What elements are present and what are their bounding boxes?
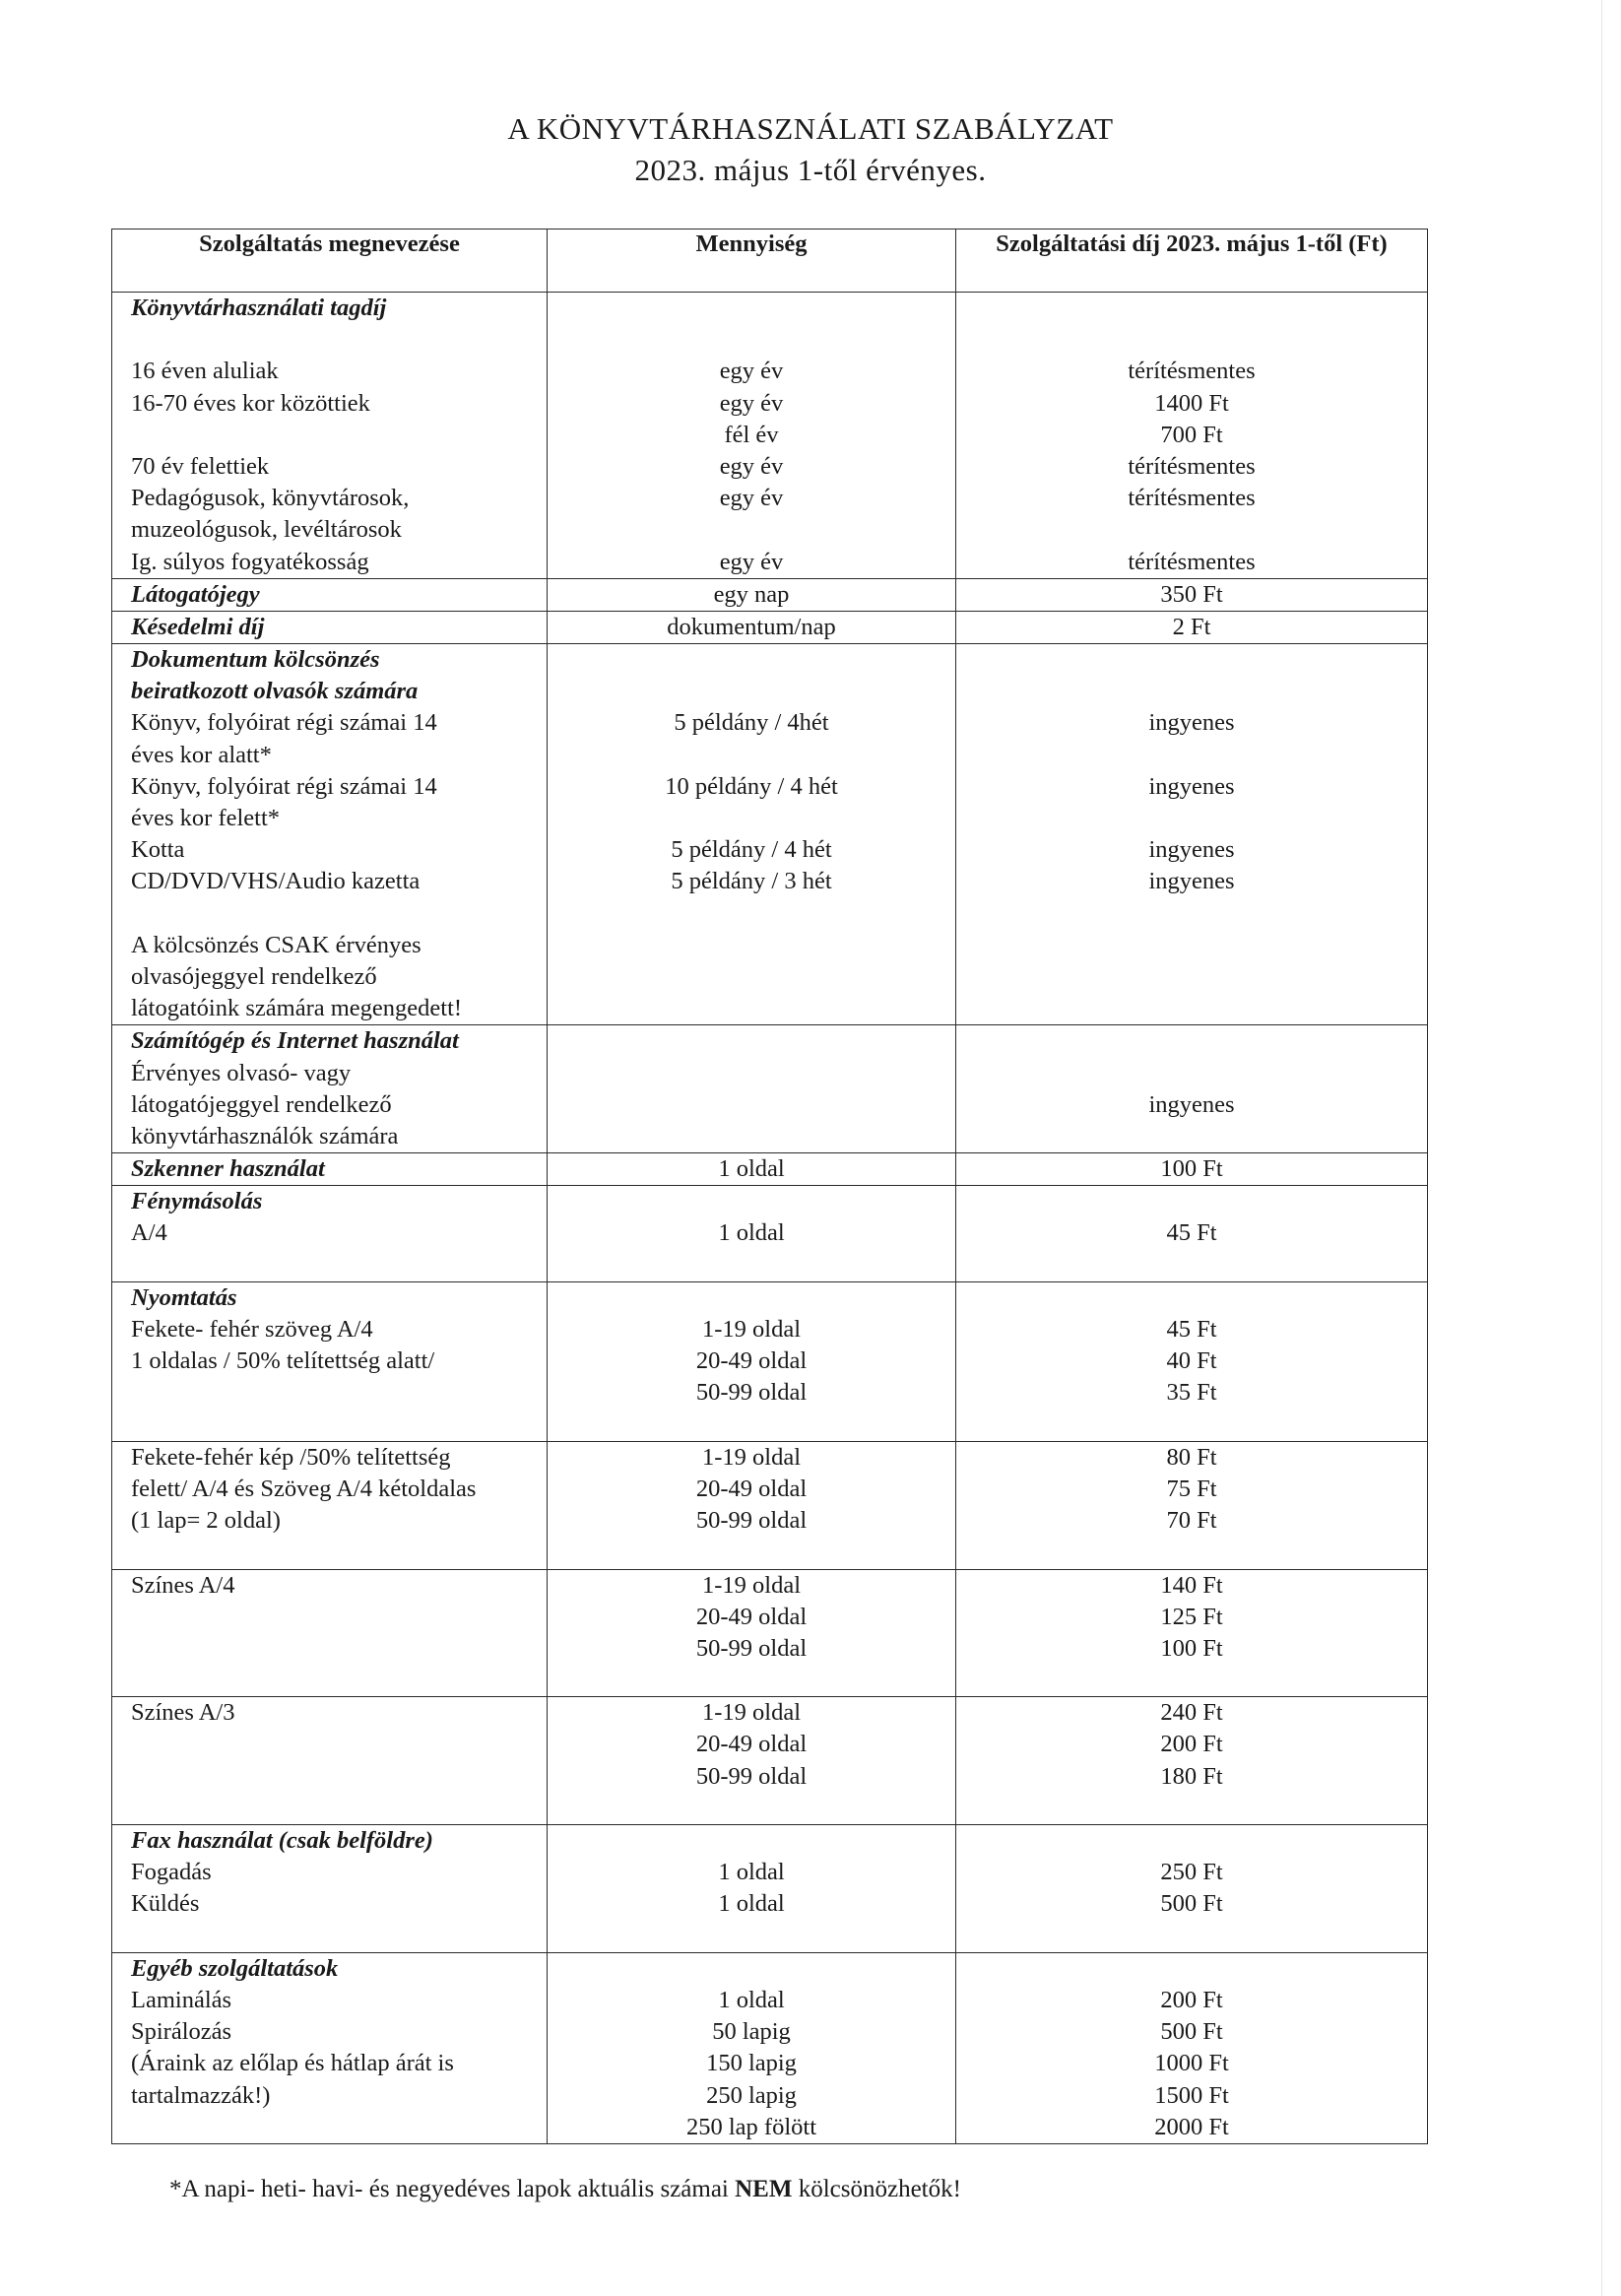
cell-line	[548, 961, 955, 993]
cell-line	[548, 1410, 955, 1441]
cell-line	[112, 1602, 547, 1633]
table-row	[112, 1153, 1428, 1186]
cell-line: Érvényes olvasó- vagy	[131, 1059, 352, 1086]
quantity-cell	[548, 1697, 956, 1825]
cell-line: 75 Ft	[1166, 1475, 1217, 1502]
fee-cell	[956, 1025, 1428, 1153]
quantity-cell	[548, 611, 956, 643]
cell-line: ingyenes	[1148, 836, 1235, 864]
cell-line	[956, 1793, 1427, 1824]
cell-line	[548, 1186, 955, 1217]
cell-line: Színes A/4	[131, 1571, 235, 1599]
footnote-text: *A napi- heti- havi- és negyedéves lapok aktuális számai	[169, 2176, 736, 2202]
cell-line	[112, 1377, 547, 1409]
service-cell	[112, 1441, 548, 1569]
fee-cell	[956, 644, 1428, 1025]
cell-line: 250 lapig	[706, 2081, 797, 2109]
cell-line: ingyenes	[1148, 709, 1235, 737]
cell-line	[112, 1665, 547, 1696]
cell-line	[548, 740, 955, 771]
cell-line	[112, 1761, 547, 1793]
cell-line: tartalmazzák!)	[131, 2081, 271, 2109]
cell-line: látogatóink számára megengedett!	[131, 995, 463, 1022]
cell-line: 1500 Ft	[1154, 2081, 1229, 2109]
column-header-service: Szolgáltatás megnevezése	[112, 230, 548, 293]
section-heading: Fénymásolás	[131, 1188, 263, 1215]
section-heading: beiratkozott olvasók számára	[131, 678, 419, 705]
cell-line	[956, 1410, 1427, 1441]
cell-line	[956, 1282, 1427, 1314]
cell-line	[548, 898, 955, 930]
cell-line: Laminálás	[131, 1986, 232, 2013]
cell-line	[956, 898, 1427, 930]
cell-line	[956, 740, 1427, 771]
table-header-row	[112, 230, 1428, 293]
cell-line	[112, 1537, 547, 1568]
fee-cell	[956, 293, 1428, 579]
cell-line	[548, 1537, 955, 1568]
cell-line: 50-99 oldal	[695, 1634, 808, 1662]
cell-line: 150 lapig	[706, 2050, 797, 2077]
cell-line: 2 Ft	[1172, 613, 1211, 640]
cell-line: 45 Ft	[1166, 1316, 1217, 1343]
section-heading: Nyomtatás	[131, 1283, 237, 1311]
cell-line	[956, 1250, 1427, 1281]
cell-line: 45 Ft	[1166, 1219, 1217, 1247]
cell-line: Fekete- fehér szöveg A/4	[131, 1316, 373, 1343]
page-edge	[1601, 0, 1602, 2296]
cell-line: térítésmentes	[1128, 452, 1256, 480]
section-heading: Könyvtárhasználati tagdíj	[131, 295, 387, 321]
fee-cell	[956, 1441, 1428, 1569]
cell-line: muzeológusok, levéltárosok	[131, 516, 402, 544]
cell-line	[956, 1537, 1427, 1568]
cell-line	[548, 1025, 955, 1057]
cell-line: 20-49 oldal	[695, 1731, 808, 1758]
fee-cell	[956, 1186, 1428, 1282]
table-body	[112, 293, 1428, 2144]
service-cell	[112, 578, 548, 611]
cell-line: 70 Ft	[1166, 1507, 1217, 1535]
cell-line: 200 Ft	[1160, 1986, 1223, 2013]
quantity-cell	[548, 578, 956, 611]
cell-line	[956, 1921, 1427, 1952]
cell-line: (1 lap= 2 oldal)	[131, 1507, 281, 1535]
cell-line	[956, 1025, 1427, 1057]
cell-line	[112, 1921, 547, 1952]
cell-line: 2000 Ft	[1154, 2113, 1229, 2140]
cell-line	[956, 324, 1427, 356]
quantity-cell	[548, 1952, 956, 2143]
cell-line: 250 Ft	[1160, 1859, 1223, 1886]
quantity-cell	[548, 1569, 956, 1697]
cell-line: Színes A/3	[131, 1699, 235, 1727]
cell-line: ingyenes	[1148, 868, 1235, 895]
cell-line: olvasójeggyel rendelkező	[131, 962, 377, 990]
cell-line	[112, 1410, 547, 1441]
cell-line: 1 oldalas / 50% telítettség alatt/	[131, 1347, 435, 1375]
cell-line: 70 év felettiek	[131, 452, 270, 480]
cell-line: Ig. súlyos fogyatékosság	[131, 548, 369, 575]
cell-line: fél év	[724, 421, 779, 448]
cell-line: térítésmentes	[1128, 485, 1256, 512]
table-row	[112, 611, 1428, 643]
cell-line	[956, 1121, 1427, 1152]
fee-cell	[956, 1569, 1428, 1697]
cell-line: könyvtárhasználók számára	[131, 1122, 399, 1149]
fee-cell	[956, 1281, 1428, 1441]
cell-line	[548, 1058, 955, 1089]
cell-line: Fekete-fehér kép /50% telítettség	[131, 1443, 451, 1471]
fee-cell	[956, 1697, 1428, 1825]
cell-line: 1000 Ft	[1154, 2050, 1229, 2077]
table-row	[112, 1186, 1428, 1282]
quantity-cell	[548, 1025, 956, 1153]
cell-line: 1 oldal	[718, 1986, 785, 2013]
table-row	[112, 578, 1428, 611]
cell-line: 200 Ft	[1160, 1731, 1223, 1758]
quantity-cell	[548, 1281, 956, 1441]
cell-line	[548, 1825, 955, 1857]
cell-line	[548, 1089, 955, 1121]
section-heading: Szkenner használat	[131, 1155, 325, 1183]
cell-line: egy év	[719, 548, 784, 575]
table-row	[112, 1952, 1428, 2143]
cell-line	[956, 1665, 1427, 1696]
cell-line: felett/ A/4 és Szöveg A/4 kétoldalas	[131, 1475, 477, 1502]
cell-line	[548, 1250, 955, 1281]
cell-line	[548, 803, 955, 834]
quantity-cell	[548, 644, 956, 1025]
table-row	[112, 1697, 1428, 1825]
cell-line: Küldés	[131, 1890, 200, 1918]
cell-line: ingyenes	[1148, 772, 1235, 800]
fee-cell	[956, 611, 1428, 643]
cell-line	[956, 1953, 1427, 1985]
cell-line: dokumentum/nap	[667, 613, 836, 640]
cell-line	[548, 676, 955, 707]
cell-line: ingyenes	[1148, 1090, 1235, 1118]
cell-line: Fogadás	[131, 1859, 212, 1886]
cell-line: 700 Ft	[1160, 421, 1223, 448]
quantity-cell	[548, 293, 956, 579]
cell-line	[548, 1953, 955, 1985]
quantity-cell	[548, 1153, 956, 1186]
cell-line: Könyv, folyóirat régi számai 14	[131, 709, 437, 737]
cell-line: 1400 Ft	[1154, 389, 1229, 417]
service-cell	[112, 1281, 548, 1441]
cell-line	[956, 1058, 1427, 1089]
cell-line	[548, 293, 955, 324]
service-cell	[112, 1153, 548, 1186]
cell-line: 1 oldal	[718, 1890, 785, 1918]
document-subtitle: 2023. május 1-től érvényes.	[634, 153, 987, 187]
table-row	[112, 1825, 1428, 1953]
cell-line: 16 éven aluliak	[131, 358, 279, 385]
cell-line: 1 oldal	[718, 1219, 785, 1247]
service-cell	[112, 1952, 548, 2143]
cell-line: 1 oldal	[718, 1859, 785, 1886]
cell-line: 125 Ft	[1160, 1603, 1223, 1630]
cell-line: 5 példány / 3 hét	[671, 868, 832, 895]
footnote-text-end: kölcsönözhetők!	[792, 2176, 961, 2202]
table-row	[112, 644, 1428, 1025]
cell-line: A/4	[131, 1219, 167, 1247]
fee-cell	[956, 1153, 1428, 1186]
footnote	[169, 2175, 961, 2204]
cell-line: 40 Ft	[1166, 1347, 1217, 1375]
cell-line: 1 oldal	[718, 1155, 785, 1183]
cell-line	[956, 993, 1427, 1024]
column-header-quantity: Mennyiség	[548, 230, 956, 293]
cell-line	[956, 676, 1427, 707]
cell-line: 16-70 éves kor közöttiek	[131, 389, 370, 417]
cell-line: 50-99 oldal	[695, 1762, 808, 1790]
cell-line: 100 Ft	[1160, 1155, 1223, 1183]
cell-line	[956, 803, 1427, 834]
cell-line	[548, 993, 955, 1024]
cell-line	[956, 961, 1427, 993]
cell-line: 20-49 oldal	[695, 1347, 808, 1375]
cell-line	[112, 1250, 547, 1281]
section-heading: Dokumentum kölcsönzés	[131, 646, 380, 674]
column-header-fee: Szolgáltatási díj 2023. május 1-től (Ft)	[956, 230, 1428, 293]
cell-line	[548, 1121, 955, 1152]
cell-line: 140 Ft	[1160, 1571, 1223, 1599]
cell-line	[112, 1729, 547, 1760]
fee-cell	[956, 1825, 1428, 1953]
quantity-cell	[548, 1186, 956, 1282]
cell-line: 50-99 oldal	[695, 1507, 808, 1535]
cell-line	[956, 1825, 1427, 1857]
service-cell	[112, 611, 548, 643]
service-cell	[112, 1697, 548, 1825]
cell-line	[548, 1282, 955, 1314]
cell-line	[956, 930, 1427, 961]
section-heading: Fax használat (csak belföldre)	[131, 1827, 433, 1854]
cell-line: 10 példány / 4 hét	[665, 772, 838, 800]
table-row	[112, 1569, 1428, 1697]
document-title: A KÖNYVTÁRHASZNÁLATI SZABÁLYZAT	[507, 111, 1114, 146]
cell-line: Könyv, folyóirat régi számai 14	[131, 772, 437, 800]
cell-line: egy év	[719, 485, 784, 512]
cell-line: látogatójeggyel rendelkező	[131, 1090, 392, 1118]
cell-line	[112, 2112, 547, 2143]
service-cell	[112, 644, 548, 1025]
cell-line: 350 Ft	[1160, 580, 1223, 608]
fee-table	[111, 229, 1428, 2144]
cell-line: térítésmentes	[1128, 548, 1256, 575]
cell-line: 1-19 oldal	[701, 1443, 802, 1471]
cell-line	[548, 324, 955, 356]
cell-line: 500 Ft	[1160, 1890, 1223, 1918]
cell-line: 5 példány / 4 hét	[671, 836, 832, 864]
cell-line: 50 lapig	[712, 2018, 791, 2046]
cell-line: 20-49 oldal	[695, 1475, 808, 1502]
cell-line	[956, 514, 1427, 546]
cell-line: Kotta	[131, 836, 185, 864]
cell-line: 180 Ft	[1160, 1762, 1223, 1790]
service-cell	[112, 1025, 548, 1153]
cell-line: 1-19 oldal	[701, 1316, 802, 1343]
cell-line: CD/DVD/VHS/Audio kazetta	[131, 868, 421, 895]
cell-line: Spirálozás	[131, 2018, 232, 2046]
cell-line: 5 példány / 4hét	[674, 709, 829, 737]
cell-line	[548, 514, 955, 546]
fee-cell	[956, 578, 1428, 611]
cell-line	[548, 1921, 955, 1952]
cell-line	[112, 1633, 547, 1665]
cell-line	[548, 930, 955, 961]
cell-line	[112, 1793, 547, 1824]
service-cell	[112, 293, 548, 579]
cell-line: 1-19 oldal	[701, 1699, 802, 1727]
cell-line: 35 Ft	[1166, 1379, 1217, 1407]
service-cell	[112, 1569, 548, 1697]
section-heading: Egyéb szolgáltatások	[131, 1954, 339, 1982]
cell-line	[112, 420, 547, 451]
cell-line	[548, 644, 955, 676]
cell-line: egy év	[719, 389, 784, 417]
table-row	[112, 293, 1428, 579]
table-row	[112, 1441, 1428, 1569]
cell-line: 500 Ft	[1160, 2018, 1223, 2046]
cell-line: egy nap	[713, 580, 790, 608]
cell-line: éves kor alatt*	[131, 741, 272, 768]
section-heading: Látogatójegy	[131, 580, 260, 608]
cell-line: 20-49 oldal	[695, 1603, 808, 1630]
cell-line	[112, 898, 547, 930]
cell-line	[956, 293, 1427, 324]
cell-line: A kölcsönzés CSAK érvényes	[131, 931, 421, 958]
table-row	[112, 1025, 1428, 1153]
cell-line	[112, 324, 547, 356]
cell-line: 1-19 oldal	[701, 1571, 802, 1599]
cell-line: éves kor felett*	[131, 805, 281, 831]
cell-line: 50-99 oldal	[695, 1379, 808, 1407]
service-cell	[112, 1825, 548, 1953]
quantity-cell	[548, 1825, 956, 1953]
cell-line	[956, 1186, 1427, 1217]
cell-line: egy év	[719, 452, 784, 480]
cell-line: 250 lap fölött	[685, 2113, 816, 2140]
cell-line	[548, 1665, 955, 1696]
cell-line: térítésmentes	[1128, 358, 1256, 385]
cell-line	[956, 644, 1427, 676]
cell-line	[548, 1793, 955, 1824]
footnote-emphasis: NEM	[735, 2176, 793, 2202]
section-heading: Késedelmi díj	[131, 613, 265, 640]
table-row	[112, 1281, 1428, 1441]
quantity-cell	[548, 1441, 956, 1569]
section-heading: Számítógép és Internet használat	[131, 1027, 459, 1055]
cell-line: 240 Ft	[1160, 1699, 1223, 1727]
cell-line: egy év	[719, 358, 784, 385]
cell-line: 100 Ft	[1160, 1634, 1223, 1662]
fee-cell	[956, 1952, 1428, 2143]
cell-line: (Áraink az előlap és hátlap árát is	[131, 2050, 454, 2077]
service-cell	[112, 1186, 548, 1282]
cell-line: Pedagógusok, könyvtárosok,	[131, 485, 410, 512]
cell-line: 80 Ft	[1166, 1443, 1217, 1471]
